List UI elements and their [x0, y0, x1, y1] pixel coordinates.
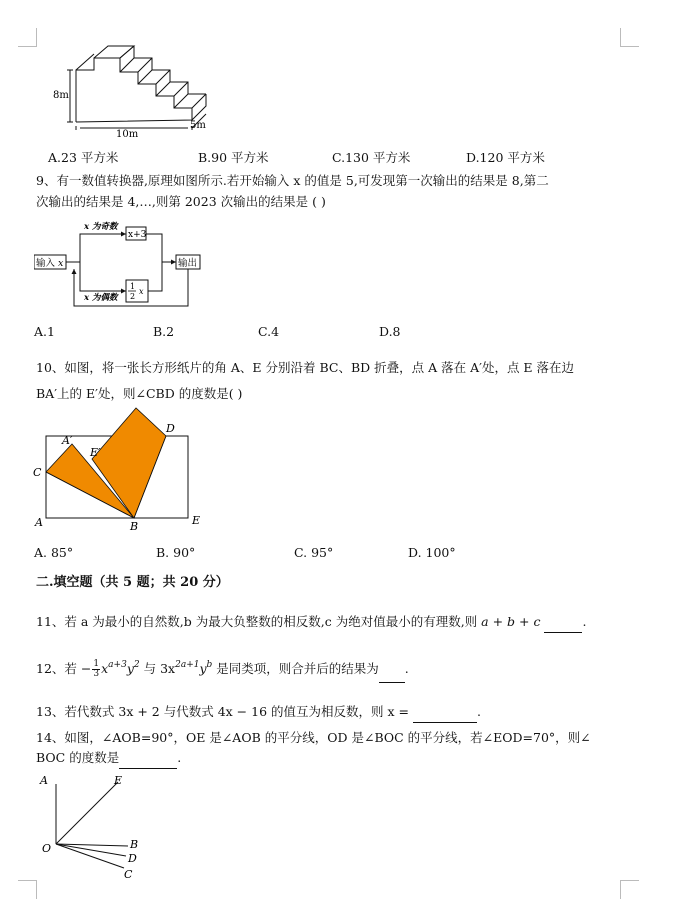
- q13-end: .: [476, 704, 481, 719]
- staircase-figure: [50, 42, 220, 142]
- q9-option-d[interactable]: D.8: [379, 324, 401, 339]
- svg-text:输入 x: [36, 257, 64, 269]
- q13-answer-blank[interactable]: [413, 706, 477, 723]
- q9-text-line2: 次输出的结果是 4,…,则第 2023 次输出的结果是 ( ): [36, 194, 326, 209]
- q12-text: 12、若 − $\frac{1}{3}$ $x^{a+3}y^2$ 与 $3x^{2a+1}y^b$ 是同类项，则合并后的结果为 .: [36, 654, 409, 683]
- label-A: A: [35, 516, 43, 529]
- q8-option-c[interactable]: C.130 平方米: [332, 150, 411, 165]
- q10-option-a[interactable]: A. 85°: [34, 545, 74, 560]
- q8-option-d[interactable]: D.120 平方米: [466, 150, 545, 165]
- corner-mark-top-left: [18, 28, 37, 47]
- label-E: E: [192, 514, 201, 527]
- flow-input-label: 输入: [36, 258, 56, 269]
- q11-answer-blank[interactable]: [544, 616, 582, 633]
- q12-prefix: 12、若: [36, 661, 77, 676]
- flow-odd-box: x+3: [128, 230, 147, 240]
- q10-text-line1: 10、如图，将一张长方形纸片的角 A、E 分别沿着 BC、BD 折叠，点 A 落在 A′处，点 E 落在边: [36, 360, 575, 375]
- q10-option-b[interactable]: B. 90°: [156, 545, 196, 560]
- q8-option-b[interactable]: B.90 平方米: [198, 150, 269, 165]
- dimension-length-label: 10m: [116, 129, 139, 140]
- q11-text: [36, 614, 586, 633]
- q14-text-line1: 14、如图，∠AOB=90°，OE 是∠AOB 的平分线，OD 是∠BOC 的平分线，若∠EOD=70°，则∠: [36, 730, 591, 745]
- q10-option-d[interactable]: D. 100°: [408, 545, 456, 560]
- q11-question: 11、若 a 为最小的自然数,b 为最大负整数的相反数,c 为绝对值最小的有理数,则: [36, 614, 478, 629]
- folded-rectangle-figure: [30, 404, 210, 532]
- corner-mark-top-right: [620, 28, 639, 47]
- q12-mid: 与: [143, 661, 157, 676]
- angle-label-C: C: [124, 868, 133, 881]
- q9-option-c[interactable]: C.4: [258, 324, 280, 339]
- q12-fraction: $\frac{1}{3}$: [93, 659, 100, 679]
- flow-output-label: 输出: [178, 258, 198, 269]
- converter-flow-figure: [34, 218, 214, 308]
- q11-expression: a + b + c: [481, 614, 541, 629]
- q14-answer-blank[interactable]: [119, 752, 177, 769]
- label-D: D: [166, 422, 175, 435]
- q14-text-line2: BOC 的度数是 .: [36, 750, 181, 769]
- q10-option-c[interactable]: C. 95°: [294, 545, 334, 560]
- flow-odd-label: x 为奇数: [84, 222, 118, 232]
- angle-label-B: B: [130, 838, 139, 851]
- q9-text-line1: 9、有一数值转换器,原理如图所示.若开始输入 x 的值是 5,可发现第一次输出的结果是 8,第二: [36, 173, 549, 188]
- label-E-prime: E′: [90, 446, 101, 459]
- section-title: 二.填空题（共 5 题；共 20 分）: [36, 575, 229, 590]
- flow-even-label: x 为偶数: [84, 293, 118, 303]
- flow-even-var: x: [139, 287, 144, 296]
- flow-even-den: 2: [130, 292, 136, 301]
- q13-text: [36, 704, 481, 723]
- corner-mark-bottom-left: [18, 880, 37, 899]
- angle-label-A: A: [40, 774, 48, 787]
- q13-question: 13、若代数式 3x + 2 与代数式 4x − 16 的值互为相反数，则 x =: [36, 704, 409, 719]
- q8-option-a[interactable]: A.23 平方米: [48, 150, 119, 165]
- dimension-height-label: 8m: [53, 90, 69, 101]
- dimension-width-label: 5m: [190, 120, 206, 131]
- corner-mark-bottom-right: [620, 880, 639, 899]
- label-B: B: [130, 520, 139, 532]
- q10-text-line2: BA′上的 E′处，则∠CBD 的度数是( ): [36, 386, 243, 401]
- flow-input-var: x: [58, 258, 64, 269]
- q9-option-b[interactable]: B.2: [153, 324, 175, 339]
- label-A-prime: A′: [62, 434, 73, 447]
- q12-suffix: 是同类项，则合并后的结果为: [216, 661, 379, 676]
- q12-minus: −: [80, 661, 92, 676]
- angle-label-D: D: [128, 852, 137, 865]
- angle-figure: [36, 770, 146, 882]
- q9-option-a[interactable]: A.1: [34, 324, 55, 339]
- angle-label-E: E: [114, 774, 123, 787]
- flow-even-num: 1: [130, 282, 136, 291]
- label-C: C: [33, 466, 42, 479]
- angle-label-O: O: [42, 842, 52, 855]
- q11-end: .: [582, 614, 587, 629]
- q12-answer-blank[interactable]: [379, 660, 405, 683]
